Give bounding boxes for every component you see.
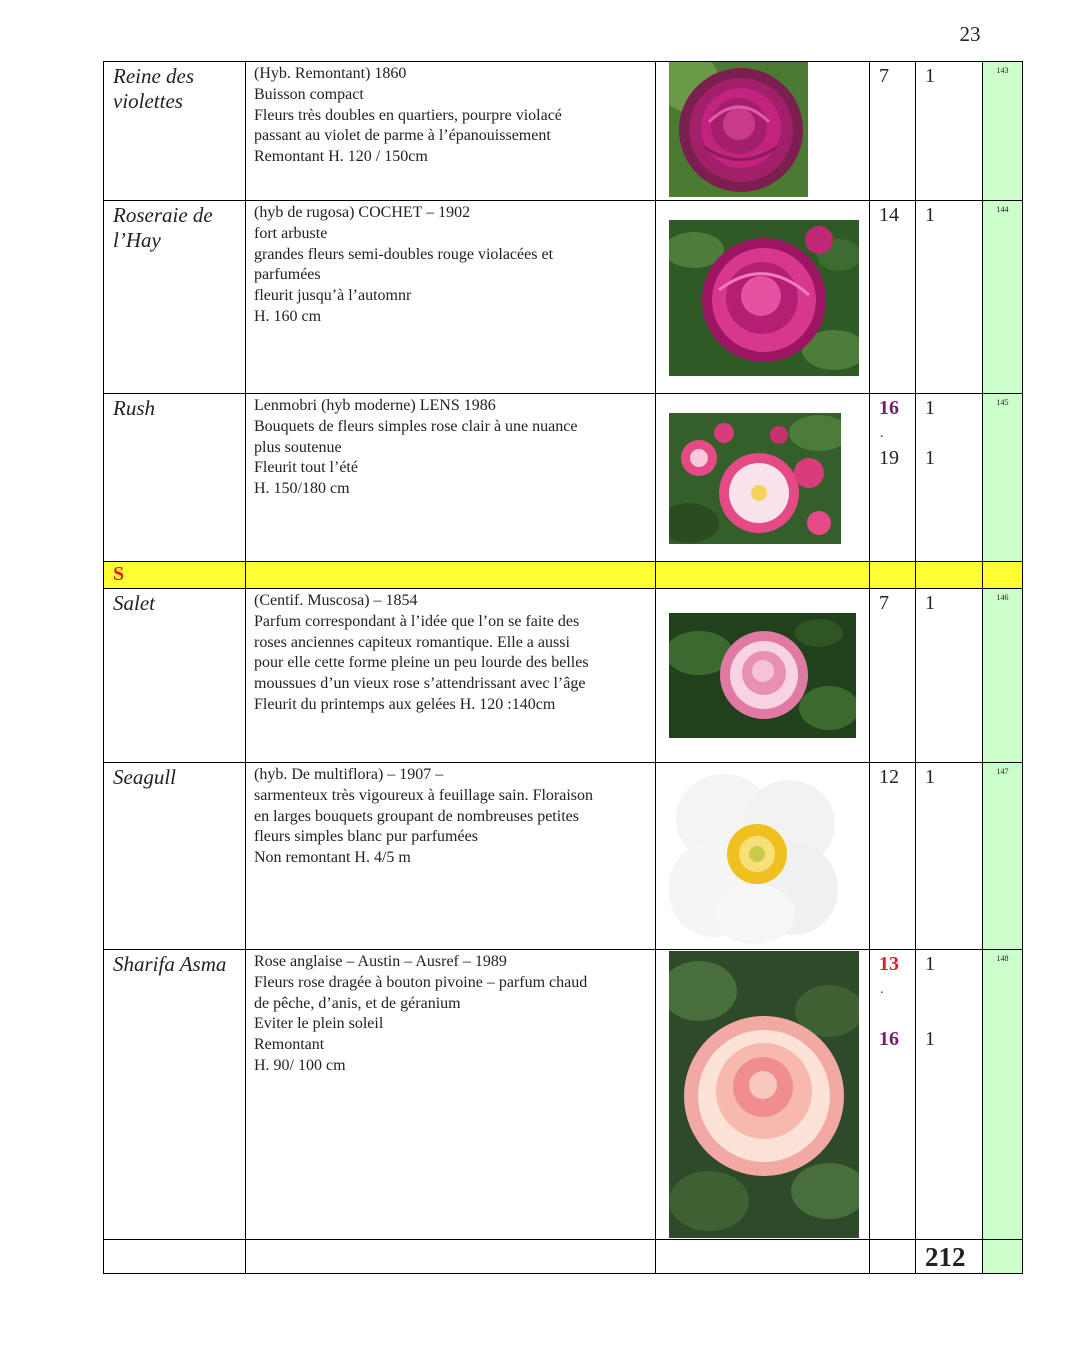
stock-cell: 1 1 [916, 394, 983, 562]
table-row [104, 394, 1023, 562]
stock-cell: 1 [916, 763, 983, 950]
rose-name: Reine des violettes [104, 62, 246, 201]
quantity-cell: 14 [870, 201, 916, 394]
section-letter: S [104, 562, 246, 589]
rose-name: Roseraie de l’Hay [104, 201, 246, 394]
rose-photo [669, 413, 841, 544]
rose-name: Salet [104, 589, 246, 763]
rose-photo-cell [656, 394, 870, 562]
reference-number: 145 [983, 394, 1023, 562]
reference-number: 146 [983, 589, 1023, 763]
table-row [104, 763, 1023, 950]
rose-description: (hyb. De multiflora) – 1907 – sarmenteux très vigoureux à feuillage sain. Floraison en larges bouquets groupant de nombreuses petites fleurs simples blanc pur parfumées Non remontant H. 4/5 m [246, 763, 656, 950]
rose-description: (hyb de rugosa) COCHET – 1902 fort arbuste grandes fleurs semi-doubles rouge violacées et parfumées fleurit jusqu’à l’automnr H. 160 cm [246, 201, 656, 394]
rose-photo-cell [656, 589, 870, 763]
rose-photo [669, 613, 856, 738]
reference-number: 143 [983, 62, 1023, 201]
quantity-cell: 16 . 19 [870, 394, 916, 562]
section-header-row [104, 562, 1023, 589]
rose-catalog-table [103, 61, 1023, 1274]
rose-photo [669, 951, 859, 1238]
rose-photo-cell [656, 950, 870, 1240]
reference-number: 147 [983, 763, 1023, 950]
rose-description: (Hyb. Remontant) 1860 Buisson compact Fleurs très doubles en quartiers, pourpre violacé passant au violet de parme à l’épanouissement Remontant H. 120 / 150cm [246, 62, 656, 201]
rose-description: Rose anglaise – Austin – Ausref – 1989 Fleurs rose dragée à bouton pivoine – parfum chaud de pêche, d’anis, et de géranium Eviter le plein soleil Remontant H. 90/ 100 cm [246, 950, 656, 1240]
rose-photo-cell [656, 201, 870, 394]
rose-photo [669, 220, 859, 376]
quantity-cell: 7 [870, 62, 916, 201]
rose-description: (Centif. Muscosa) – 1854 Parfum correspondant à l’idée que l’on se faite des roses anciennes capiteux romantique. Elle a aussi pour elle cette forme pleine un peu lourde des belles moussues d’un vieux rose s’attendrissant avec l’âge Fleurit du printemps aux gelées H. 120 :140cm [246, 589, 656, 763]
table-row [104, 950, 1023, 1240]
stock-cell: 1 1 [916, 950, 983, 1240]
table-row [104, 62, 1023, 201]
stock-cell: 1 [916, 201, 983, 394]
reference-number: 148 [983, 950, 1023, 1240]
table-row [104, 201, 1023, 394]
rose-photo-cell [656, 62, 870, 201]
stock-cell: 1 [916, 589, 983, 763]
quantity-cell: 7 [870, 589, 916, 763]
rose-description: Lenmobri (hyb moderne) LENS 1986 Bouquets de fleurs simples rose clair à une nuance plus soutenue Fleurit tout l’été H. 150/180 cm [246, 394, 656, 562]
reference-number: 144 [983, 201, 1023, 394]
rose-name: Seagull [104, 763, 246, 950]
quantity-cell: 12 [870, 763, 916, 950]
quantity-cell: 13 . 16 [870, 950, 916, 1240]
total-value: 212 [916, 1240, 983, 1274]
rose-photo [669, 62, 808, 197]
table-row [104, 589, 1023, 763]
page-number: 23 [959, 22, 981, 46]
rose-name: Sharifa Asma [104, 950, 246, 1240]
rose-name: Rush [104, 394, 246, 562]
stock-cell: 1 [916, 62, 983, 201]
rose-photo [669, 764, 841, 947]
total-row [104, 1240, 1023, 1274]
rose-photo-cell [656, 763, 870, 950]
